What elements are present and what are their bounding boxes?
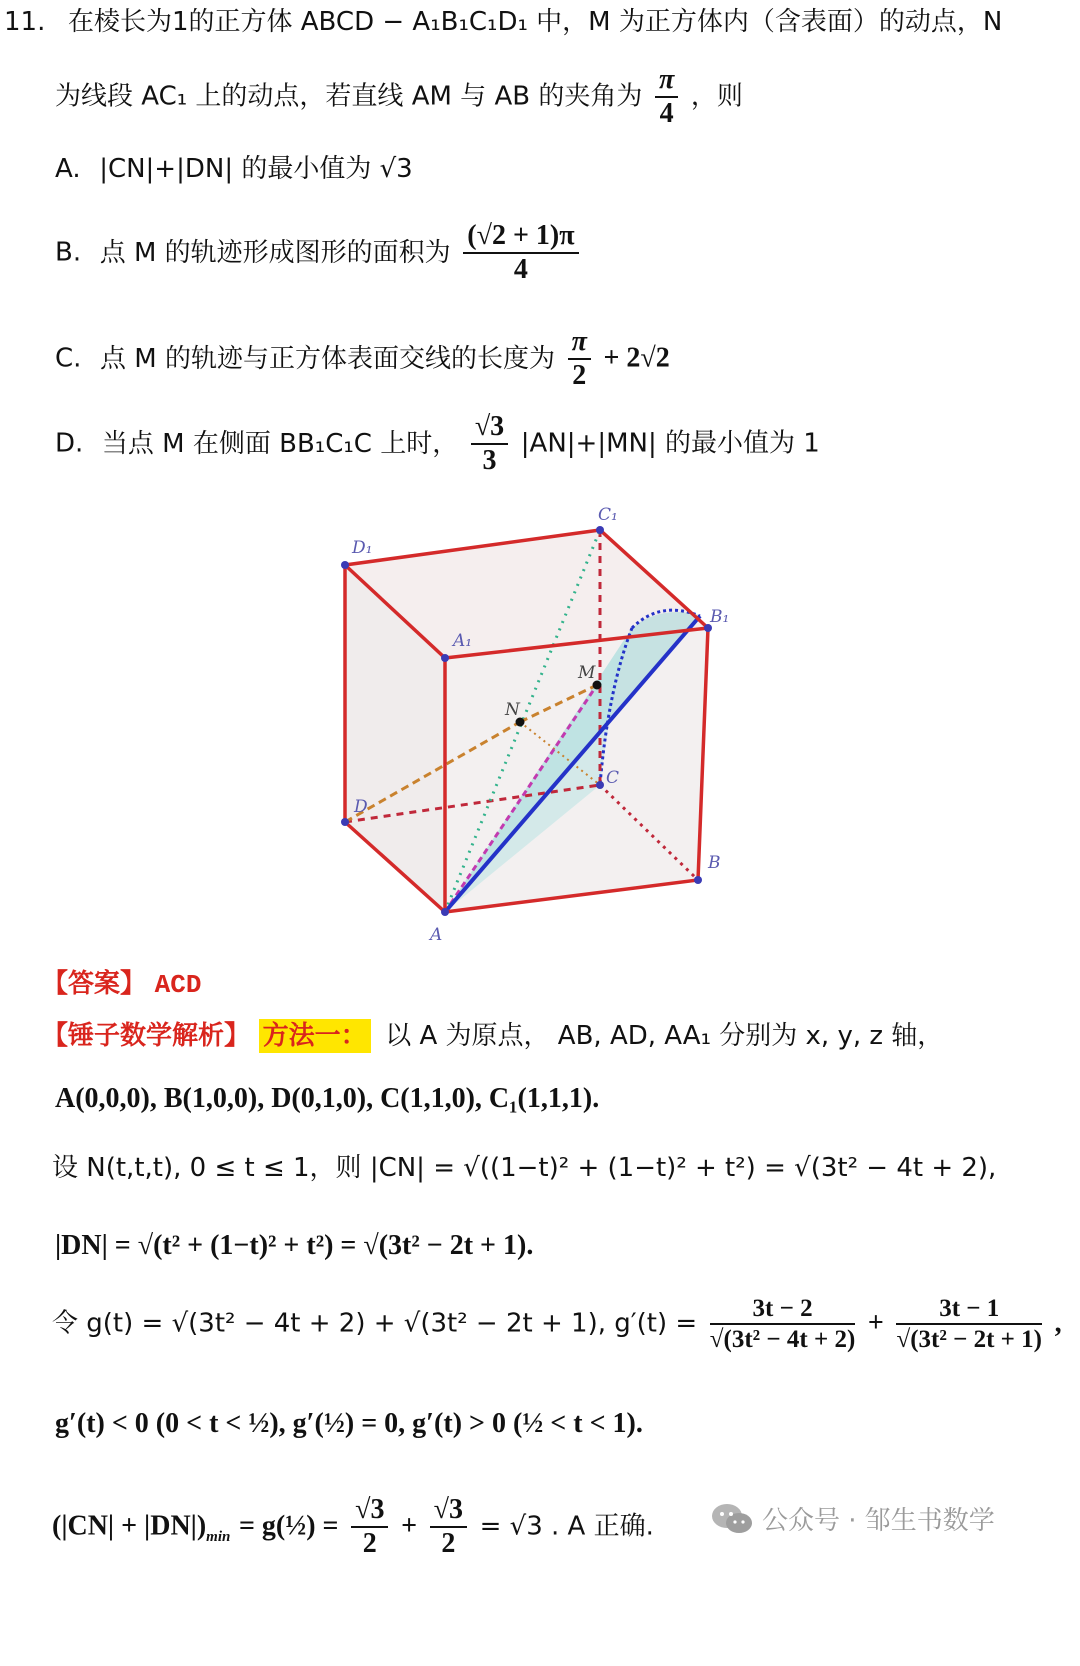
question-line-2 [55,66,743,128]
option-c: C. 点 M 的轨迹与正方体表面交线的长度为 $\frac{\pi}{2}$ + 2√2 [55,326,670,391]
vertex-a1 [441,654,449,662]
label-n: N [505,700,520,720]
derivative-fraction-2: $\frac{3t - 1}{\text{√(3t² − 2t + 1)}}$ [896,1295,1042,1353]
label-d1: D₁ [352,538,373,558]
method-label: 方法一： [259,1019,371,1053]
solution-line-1 [42,1022,943,1049]
label-b1: B₁ [710,607,730,627]
solution-label: 【锤子数学解析】 [42,1021,251,1051]
label-m: M [578,663,596,683]
solution-line-7: $(|CN| + |DN|)_{min}$ = g(½) = $\frac{√3}{2}$ + $\frac{√3}{2}$ = √3 . A 正确. [52,1494,654,1559]
label-a1: A₁ [453,631,473,651]
option-d-fraction: $\frac{√3}{3}$ [471,413,508,475]
option-c-text: 点 M 的轨迹与正方体表面交线的长度为 [100,343,555,374]
answer-label: 【答案】 [42,969,147,999]
option-a-text: |CN|+|DN| 的最小值为 √3 [99,154,413,184]
question-stem-2a: 为线段 AC₁ 上的动点，若直线 AM 与 AB 的夹角为 [55,81,643,112]
question-stem-2b: ，则 [690,81,743,112]
solution-line-3: 设 N(t,t,t), 0 ≤ t ≤ 1，则 |CN| = √((1−t)² + (1−t)² + t²) = √(3t² − 4t + 2), [52,1153,997,1183]
answer-value: ACD [154,970,202,1000]
solution-line-5: 令 g(t) = √(3t² − 4t + 2) + √(3t² − 2t + 1), g′(t) = $\frac{3t - 2}{\text{√(3t² − 4t + 2)}}$ + $\frac{3t - 1}{\text{√(3t² − 2t + 1)}}$ , [52,1295,1062,1353]
option-b: B. 点 M 的轨迹形成图形的面积为 $\frac{(√2 + 1)\pi}{4}$ [55,222,583,284]
watermark [710,1500,995,1537]
question-line-1 [4,8,1002,35]
solution-intro: 以 A 为原点， AB, AD, AA₁ 分别为 x, y, z 轴， [385,1021,944,1051]
result-fraction-1: $\frac{√3}{2}$ [351,1496,388,1558]
label-c: C [606,768,620,788]
vertex-c [596,781,604,789]
option-a: A. |CN|+|DN| 的最小值为 √3 [55,154,413,184]
angle-fraction: $\frac{\pi}{4}$ [655,66,678,128]
vertex-d1 [341,561,349,569]
option-c-fraction: $\frac{\pi}{2}$ [568,328,591,390]
vertex-c1 [596,526,604,534]
option-d: D. 当点 M 在侧面 BB₁C₁C 上时， $\frac{√3}{3}$ |AN|+|MN| 的最小值为 1 [55,411,820,476]
option-b-fraction: $\frac{(√2 + 1)\pi}{4}$ [463,222,578,284]
cube-figure [330,500,750,950]
wechat-icon [710,1501,754,1537]
result-fraction-2: $\frac{√3}{2}$ [430,1496,467,1558]
label-c1: C₁ [598,505,618,525]
solution-line-4: |DN| = √(t² + (1−t)² + t²) = √(3t² − 2t + 1). [55,1230,534,1261]
label-b: B [708,853,721,873]
vertex-b [694,876,702,884]
label-d: D [354,797,368,817]
coords-line: A(0,0,0), B(1,0,0), D(0,1,0), C(1,1,0), C₁(1,1,1). [55,1083,600,1114]
vertex-a [441,908,449,916]
option-d-text: 当点 M 在侧面 BB₁C₁C 上时， [101,428,459,459]
solution-line-6: g′(t) < 0 (0 < t < ½), g′(½) = 0, g′(t) > 0 (½ < t < 1). [55,1408,643,1439]
vertex-d [341,818,349,826]
option-b-text: 点 M 的轨迹形成图形的面积为 [99,237,451,268]
question-stem-1: 在棱长为1的正方体 ABCD − A₁B₁C₁D₁ 中，M 为正方体内（含表面）的动点，N [67,7,1003,37]
label-a: A [430,925,443,945]
answer-line [42,970,201,998]
derivative-fraction-1: $\frac{3t - 2}{\text{√(3t² − 4t + 2)}}$ [709,1295,856,1353]
watermark-text: 公众号 · 邹生书数学 [762,1506,995,1536]
question-number: 11. [4,7,46,37]
